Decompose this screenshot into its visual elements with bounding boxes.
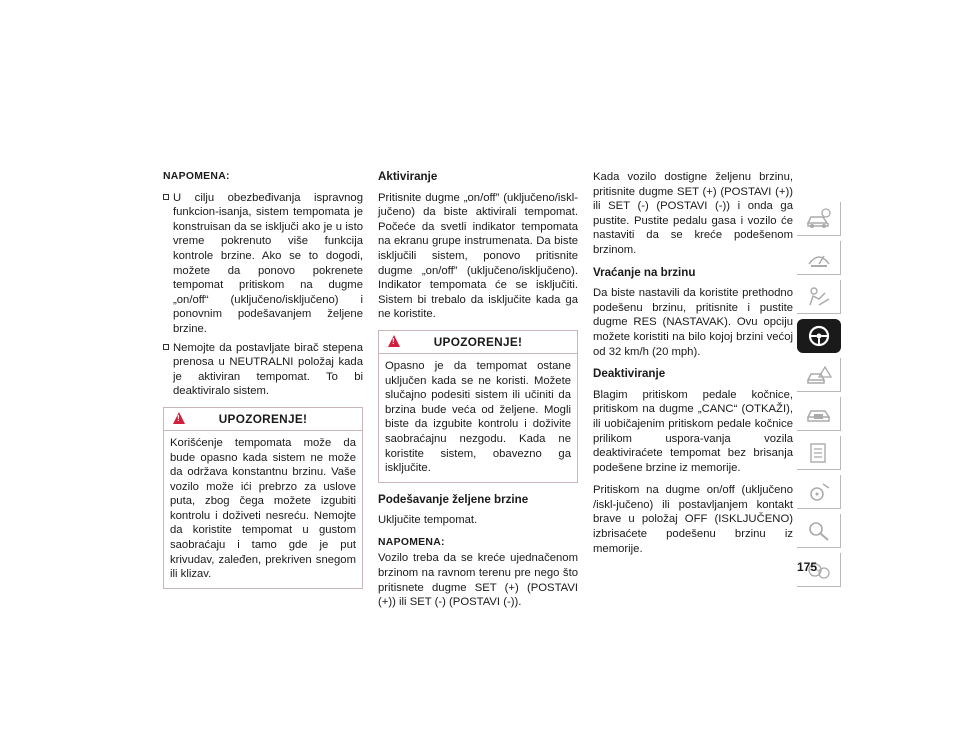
tab-car-service[interactable] <box>797 397 841 431</box>
checkbox-bullet-icon <box>163 344 169 350</box>
car-safety-icon <box>805 285 833 309</box>
warning-box <box>163 407 363 589</box>
tab-search[interactable] <box>797 514 841 548</box>
warning-header <box>164 408 362 431</box>
tab-car-warning[interactable] <box>797 358 841 392</box>
column-middle <box>378 170 578 610</box>
tab-steering-wheel[interactable] <box>797 319 841 353</box>
multimedia-icon <box>805 480 833 504</box>
chapter-tabs <box>797 202 842 592</box>
tab-car-safety[interactable] <box>797 280 841 314</box>
car-warning-icon <box>805 363 833 387</box>
warning-header <box>379 331 577 354</box>
checkbox-bullet-icon <box>163 194 169 200</box>
tab-checklist[interactable] <box>797 436 841 470</box>
warning-triangle-icon: ! <box>173 412 185 424</box>
page-number: 175 <box>797 560 818 574</box>
dashboard-lights-icon <box>805 246 833 270</box>
note-bullet-item: U cilju obezbeđivanja ispravnog funkcion-isanja, sistem tempomata je konstruisan da se isključi ako je u isto vreme pokrenuto više funkcija kontrole brzine. Ako se to dogodi, možete da ponovo pokrenete tempomat pritiskom na dugme „on/off“ (uključeno/isključeno) i ponovnim podešavanjem željene brzine. <box>163 191 363 337</box>
column-left <box>163 170 363 599</box>
paragraph: Blagim pritiskom pedale kočnice, pritiskom na dugme „CANC“ (OTKAŽI), ili uobičajenim pritiskom pedale kočnice prilikom uspora-vanja vozila deaktiviraćete tempomat bez brisanja podešene brzine iz memorije. <box>593 388 793 474</box>
paragraph: Da biste nastavili da koristite prethodno podešenu brzinu, pritisnite i pustite dugme RES (NASTAVAK). Ovu opciju možete koristiti na bilo kojoj brzini većoj od 32 km/h (20 mph). <box>593 287 793 358</box>
paragraph: Kada vozilo dostigne željenu brzinu, pritisnite dugme SET (+) (POSTAVI (+)) ili SET (-) (POSTAVI (-)) i onda ga pustite. Pustite pedalu gasa i vozilo će nastaviti da se kreće podešenom brzinom. <box>593 171 793 256</box>
checklist-icon <box>805 441 833 465</box>
warning-title: UPOZORENJE! <box>218 411 308 426</box>
magnifier-icon <box>805 519 833 543</box>
paragraph: Uključite tempomat. <box>378 514 478 527</box>
warning-text: Korišćenje tempomata može da bude opasno kada sistem ne može da održava konstantnu brzinu. Vaše vozilo može ići prebrzo za uslove puta, zbog čega možete izgubiti kontrolu i doživeti nesreću. Nemojte da koristite tempomat u gustom saobraćaju i tamo gde je put krivudav, zaleđen, prekriven snegom ili klizav. <box>170 436 356 581</box>
note-heading: NAPOMENA: <box>378 536 445 548</box>
steering-wheel-icon <box>805 324 833 348</box>
warning-title: UPOZORENJE! <box>433 334 523 349</box>
paragraph: Pritiskom na dugme on/off (uključeno /iskl-jučeno) ili postavljanjem kontakt brave u položaj OFF (ISKLJUČENO) izbrisaćete podešenu brzinu iz memorije. <box>593 484 793 555</box>
note-bullet-list <box>163 191 363 399</box>
tab-car-info[interactable] <box>797 202 841 236</box>
section-heading-activation: Aktiviranje <box>378 170 438 183</box>
tab-dashboard-lights[interactable] <box>797 241 841 275</box>
warning-triangle-icon: ! <box>388 335 400 347</box>
warning-text: Opasno je da tempomat ostane uključen kada se ne koristi. Možete slučajno podesiti sistem ili učiniti da brzina bude veća od željene. Mogli biste da izgubite kontrolu i doživite saobraćajnu nezgodu. Kada ne koristite sistem, obavezno ga isključite. <box>385 359 571 475</box>
section-heading-resume: Vraćanje na brzinu <box>593 265 696 279</box>
paragraph: Pritisnite dugme „on/off” (uključeno/iskl-jučeno) da biste aktivirali tempomat. Počeće da svetli indikator tempomata na ekranu grupe instrumenata. Da biste isključili sistem, ponovo pritisnite dugme „on/off” (uključeno/isključeno). Indikator tempomata će se isključiti. Sistem bi trebalo da isključite kada ga ne koristite. <box>378 191 578 321</box>
warning-box <box>378 330 578 483</box>
car-service-icon <box>805 402 833 426</box>
tab-multimedia[interactable] <box>797 475 841 509</box>
note-text: Vozilo treba da se kreće ujednačenom brzinom na ravnom terenu pre nego što pritisnete dugme SET (+) (POSTAVI (+)) ili SET (-) (POSTAVI (-)). <box>378 552 578 609</box>
column-right <box>593 170 793 564</box>
section-heading-deactivation: Deaktiviranje <box>593 367 666 381</box>
section-heading-set-speed: Podešavanje željene brzine <box>378 492 529 506</box>
note-bullet-item: Nemojte da postavljate birač stepena prenosa u NEUTRALNI položaj kada je aktiviran tempomat. To bi deaktiviralo sistem. <box>163 341 363 399</box>
note-heading: NAPOMENA: <box>163 171 230 182</box>
car-info-icon <box>805 207 833 231</box>
